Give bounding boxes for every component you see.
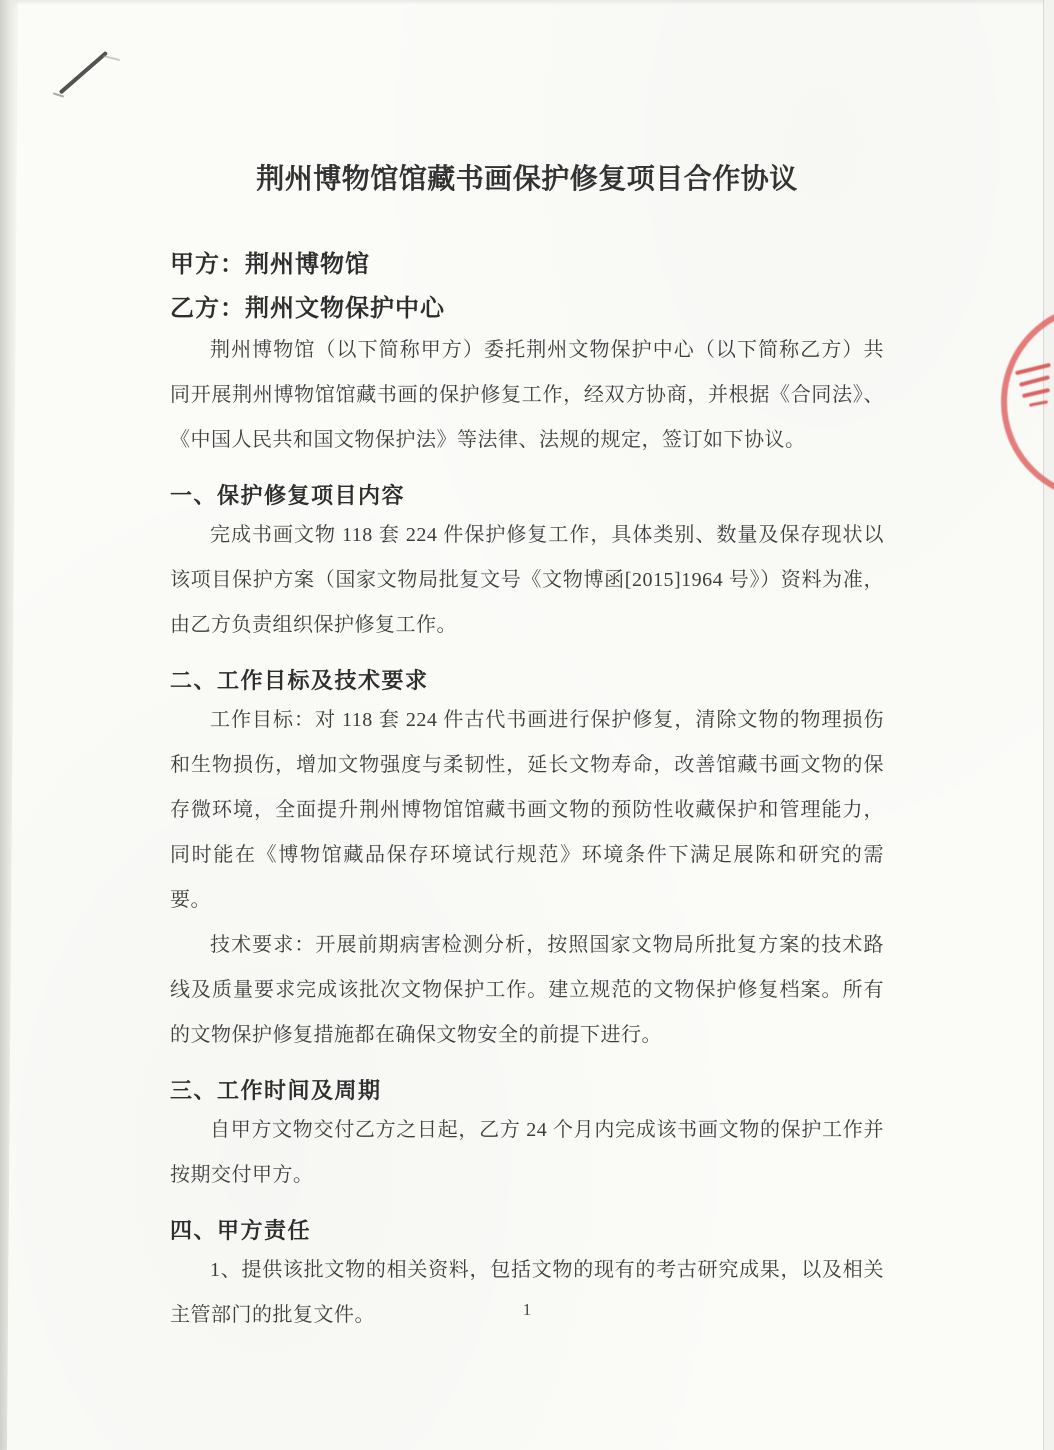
- section-4-paragraph: 1、提供该批文物的相关资料，包括文物的现有的考古研究成果，以及相关主管部门的批复文件。: [170, 1259, 884, 1326]
- stamp-stroke: [1015, 363, 1051, 376]
- section-2-paragraph-1: 工作目标：对 118 套 224 件古代书画进行保护修复，清除文物的物理损伤和生物损伤，增加文物强度与柔韧性，延长文物寿命，改善馆藏书画文物的保存微环境，全面提升荆州博物馆馆藏书画文物的预防性收藏保护和管理能力，同时能在《博物馆藏品保存环境试行规范》环境条件下满足展陈和研究的需要。: [170, 709, 884, 911]
- section-2-heading: 二、工作目标及技术要求: [170, 668, 429, 693]
- pen-mark-stroke: [59, 51, 108, 95]
- section-1-paragraph: 完成书画文物 118 套 224 件保护修复工作，具体类别、数量及保存现状以该项目保护方案（国家文物局批复文号《文物博函[2015]1964 号》）资料为准，由乙方负责组织保护修复工作。: [170, 524, 884, 636]
- section-2-paragraph-2: 技术要求：开展前期病害检测分析，按照国家文物局所批复方案的技术路线及质量要求完成该批次文物保护工作。建立规范的文物保护修复档案。所有的文物保护修复措施都在确保文物安全的前提下进行。: [170, 934, 884, 1046]
- party-a-line: 甲方：荆州博物馆: [170, 252, 370, 278]
- intro-paragraph: 荆州博物馆（以下简称甲方）委托荆州文物保护中心（以下简称乙方）共同开展荆州博物馆馆藏书画的保护修复工作，经双方协商，并根据《合同法》、《中国人民共和国文物保护法》等法律、法规的规定，签订如下协议。: [170, 339, 884, 451]
- party-b-line: 乙方：荆州文物保护中心: [170, 296, 445, 322]
- section-3-heading: 三、工作时间及周期: [170, 1078, 382, 1103]
- page-number: 1: [522, 1300, 532, 1319]
- scan-top-edge-shadow: [0, 0, 1054, 5]
- stamp-stroke: [1022, 388, 1050, 398]
- document-title: 荆州博物馆馆藏书画保护修复项目合作协议: [256, 164, 798, 195]
- stamp-stroke: [1029, 400, 1048, 407]
- pen-mark-scratch: [103, 55, 120, 61]
- section-1-heading: 一、保护修复项目内容: [170, 483, 406, 508]
- document-body: [0, 160, 1054, 1338]
- section-4-heading: 四、甲方责任: [170, 1218, 312, 1243]
- section-3-paragraph: 自甲方文物交付乙方之日起，乙方 24 个月内完成该书画文物的保护工作并按期交付甲方。: [170, 1119, 884, 1186]
- stamp-stroke: [1019, 375, 1050, 387]
